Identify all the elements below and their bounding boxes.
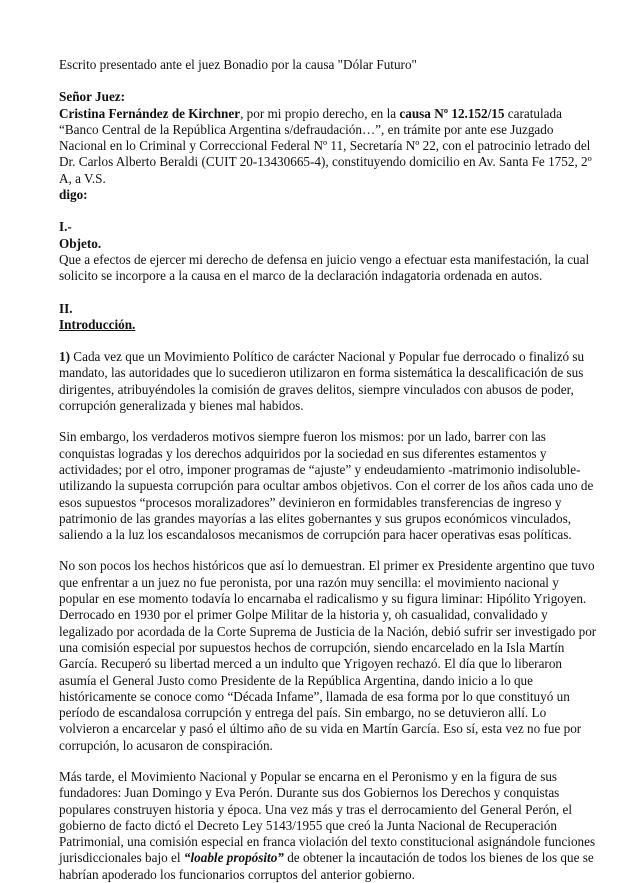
section-2-number: II.	[59, 300, 73, 316]
section-1-title: Objeto.	[59, 235, 102, 251]
section-2-title: Introducción.	[59, 316, 136, 332]
document-header: Escrito presentado ante el juez Bonadio por la causa "Dólar Futuro"	[59, 57, 417, 72]
author-name: Cristina Fernández de Kirchner	[59, 105, 241, 121]
intro-paragraph: Cristina Fernández de Kirchner, por mi propio derecho, en la causa Nº 12.152/15 caratulada “Banco Central de la República Argentina s/defraudación…”, en trámite por ante ese Juzgado Nacional en lo Criminal y Correccional Federal Nº 11, Secretaría Nº 22, con el patrocinio letrado del Dr. Carlos Alberto Beraldi (CUIT 20-13430665-4), constituyendo domicilio en Av. Santa Fe 1752, 2º A, a V.S.	[59, 105, 592, 186]
causa-number: causa Nº 12.152/15	[399, 105, 505, 121]
document-page	[59, 57, 599, 883]
paragraph-4: Más tarde, el Movimiento Nacional y Popular se encarna en el Peronismo y en la figura de sus fundadores: Juan Domingo y Eva Perón. Durante sus dos Gobiernos los Derechos y conquistas populares construyen historia y época. Una vez más y tras el derrocamiento del General Perón, el gobierno de facto dictó el Decreto Ley 5143/1955 que creó la Junta Nacional de Recuperación Patrimonial, una comisión especial en franca violación del texto constitucional asignándole funciones jurisdiccionales bajo el “loable propósito” de obtener la incautación de todos los bienes de los que se habrían apoderado los funcionarios corruptos del anterior gobierno.	[59, 768, 596, 882]
section-1-number: I.-	[59, 219, 72, 235]
paragraph-2: Sin embargo, los verdaderos motivos siempre fueron los mismos: por un lado, barrer con las conquistas logradas y los derechos adquiridos por la sociedad en sus diferentes estamentos y actividades; por el otro, imponer programas de “ajuste” y endeudamiento -matrimonio indisoluble- utilizando la supuesta corrupción para ocultar ambos objetivos. Con el correr de los años cada uno de esos supuestos “procesos moralizadores” devinieron en formidables transferencias de ingreso y patrimonio de las grandes mayorías a las elites gobernantes y sus grupos económicos vinculados, saliendo a la luz los escandalosos mecanismos de corrupción para hacer operativas esas políticas.	[59, 429, 594, 543]
paragraph-1-number: 1)	[59, 349, 70, 365]
paragraph-3: No son pocos los hechos históricos que así lo demuestran. El primer ex Presidente argentino que tuvo que enfrentar a un juez no fue peronista, por una razón muy sencilla: el movimiento nacional y popular en ese momento todavía lo encarnaba el radicalismo y su figura liminar: Hipólito Yrigoyen. Derrocado en 1930 por el primer Golpe Militar de la historia y, oh casualidad, convalidado y legalizado por acordada de la Corte Suprema de Justicia de la Nación, debió sufrir ser investigado por una comisión especial por supuestos hechos de corrupción, siendo encarcelado en la Isla Martín García. Recuperó su libertad merced a un indulto que Yrigoyen rechazó. El día que lo liberaron asumía el General Justo como Presidente de la República Argentina, dando inicio a lo que históricamente se conoce como “Década Infame”, llamada de esa forma por lo que constituyó un período de escandalosa corrupción y entrega del país. Sin embargo, no se detuvieron allí. Lo volvieron a encarcelar y pasó el último año de su vida en Martín García. Eso sí, esta vez no fue por corrupción, lo acusaron de conspiración.	[59, 558, 597, 753]
section-1-body: Que a efectos de ejercer mi derecho de defensa en juicio vengo a efectuar esta manifestación, la cual solicito se incorpore a la causa en el marco de la declaración indagatoria ordenada en autos.	[59, 251, 590, 284]
salutation: Señor Juez:	[59, 89, 126, 105]
digo-label: digo:	[59, 187, 88, 203]
loable-proposito-quote: “loable propósito”	[183, 850, 284, 866]
paragraph-1: 1) Cada vez que un Movimiento Político de carácter Nacional y Popular fue derrocado o finalizó su mandato, las autoridades que lo sucedieron utilizaron en forma sistemática la descalificación de sus dirigentes, atribuyéndoles la comisión de graves delitos, siempre vinculados con abusos de poder, corrupción generalizada y bienes mal habidos.	[59, 349, 585, 414]
